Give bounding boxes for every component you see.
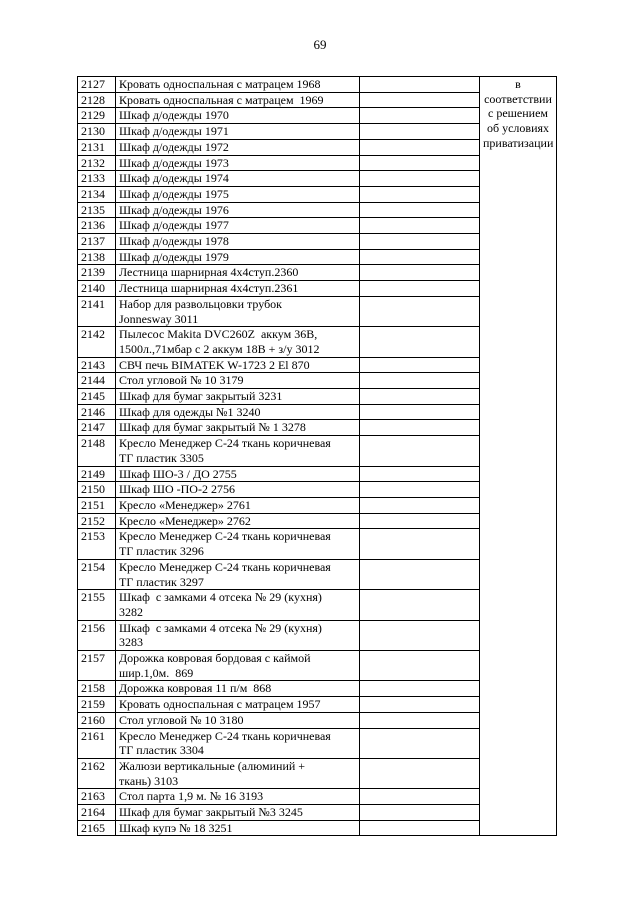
empty-cell bbox=[360, 681, 480, 697]
item-name: Шкаф для одежды №1 3240 bbox=[116, 404, 360, 420]
empty-cell bbox=[360, 389, 480, 405]
item-name: Шкаф д/одежды 1975 bbox=[116, 186, 360, 202]
item-number: 2137 bbox=[78, 234, 116, 250]
item-name: Шкаф для бумаг закрытый 3231 bbox=[116, 389, 360, 405]
empty-cell bbox=[360, 249, 480, 265]
item-number: 2158 bbox=[78, 681, 116, 697]
item-name: Шкаф д/одежды 1979 bbox=[116, 249, 360, 265]
empty-cell bbox=[360, 77, 480, 93]
empty-cell bbox=[360, 482, 480, 498]
item-number: 2138 bbox=[78, 249, 116, 265]
item-number: 2159 bbox=[78, 697, 116, 713]
item-number: 2131 bbox=[78, 139, 116, 155]
item-number: 2134 bbox=[78, 186, 116, 202]
empty-cell bbox=[360, 559, 480, 589]
item-number: 2133 bbox=[78, 171, 116, 187]
item-name: Стол угловой № 10 3179 bbox=[116, 373, 360, 389]
empty-cell bbox=[360, 404, 480, 420]
item-number: 2144 bbox=[78, 373, 116, 389]
empty-cell bbox=[360, 420, 480, 436]
empty-cell bbox=[360, 373, 480, 389]
item-number: 2148 bbox=[78, 436, 116, 466]
item-name: Набор для развольцовки трубок Jonnesway 3011 bbox=[116, 296, 360, 326]
privatization-note: в соответствии с решением об условиях приватизации bbox=[480, 77, 557, 836]
item-name: Дорожка ковровая бордовая с каймой шир.1,0м. 869 bbox=[116, 651, 360, 681]
item-name: Дорожка ковровая 11 п/м 868 bbox=[116, 681, 360, 697]
item-number: 2149 bbox=[78, 466, 116, 482]
empty-cell bbox=[360, 357, 480, 373]
empty-cell bbox=[360, 218, 480, 234]
item-number: 2151 bbox=[78, 497, 116, 513]
empty-cell bbox=[360, 620, 480, 650]
item-name: Шкаф ШО -ПО-2 2756 bbox=[116, 482, 360, 498]
item-name: Кровать односпальная с матрацем 1957 bbox=[116, 697, 360, 713]
item-name: Шкаф с замками 4 отсека № 29 (кухня) 3283 bbox=[116, 620, 360, 650]
item-name: Стол угловой № 10 3180 bbox=[116, 712, 360, 728]
item-number: 2152 bbox=[78, 513, 116, 529]
empty-cell bbox=[360, 186, 480, 202]
empty-cell bbox=[360, 281, 480, 297]
item-name: СВЧ печь BIMATEK W-1723 2 El 870 bbox=[116, 357, 360, 373]
item-number: 2146 bbox=[78, 404, 116, 420]
item-number: 2154 bbox=[78, 559, 116, 589]
item-name: Шкаф д/одежды 1977 bbox=[116, 218, 360, 234]
item-number: 2132 bbox=[78, 155, 116, 171]
table-row bbox=[78, 77, 557, 93]
item-number: 2153 bbox=[78, 529, 116, 559]
empty-cell bbox=[360, 712, 480, 728]
empty-cell bbox=[360, 296, 480, 326]
item-number: 2140 bbox=[78, 281, 116, 297]
item-name: Шкаф для бумаг закрытый №3 3245 bbox=[116, 805, 360, 821]
empty-cell bbox=[360, 139, 480, 155]
item-name: Шкаф д/одежды 1973 bbox=[116, 155, 360, 171]
empty-cell bbox=[360, 124, 480, 140]
item-name: Лестница шарнирная 4х4ступ.2360 bbox=[116, 265, 360, 281]
item-number: 2127 bbox=[78, 77, 116, 93]
item-number: 2129 bbox=[78, 108, 116, 124]
item-name: Кресло Менеджер С-24 ткань коричневая ТГ пластик 3297 bbox=[116, 559, 360, 589]
item-name: Кресло «Менеджер» 2761 bbox=[116, 497, 360, 513]
empty-cell bbox=[360, 651, 480, 681]
item-name: Шкаф д/одежды 1970 bbox=[116, 108, 360, 124]
item-name: Кровать односпальная с матрацем 1968 bbox=[116, 77, 360, 93]
empty-cell bbox=[360, 234, 480, 250]
item-name: Пылесос Makita DVC260Z аккум 36В, 1500л.,71мбар с 2 аккум 18В + з/у 3012 bbox=[116, 327, 360, 357]
empty-cell bbox=[360, 155, 480, 171]
empty-cell bbox=[360, 202, 480, 218]
empty-cell bbox=[360, 436, 480, 466]
item-name: Шкаф д/одежды 1972 bbox=[116, 139, 360, 155]
item-name: Шкаф д/одежды 1978 bbox=[116, 234, 360, 250]
item-number: 2157 bbox=[78, 651, 116, 681]
item-name: Стол парта 1,9 м. № 16 3193 bbox=[116, 789, 360, 805]
item-number: 2160 bbox=[78, 712, 116, 728]
item-name: Кресло Менеджер С-24 ткань коричневая ТГ пластик 3304 bbox=[116, 728, 360, 758]
item-number: 2128 bbox=[78, 92, 116, 108]
empty-cell bbox=[360, 728, 480, 758]
empty-cell bbox=[360, 513, 480, 529]
empty-cell bbox=[360, 820, 480, 836]
item-name: Кресло Менеджер С-24 ткань коричневая ТГ пластик 3296 bbox=[116, 529, 360, 559]
item-name: Кровать односпальная с матрацем 1969 bbox=[116, 92, 360, 108]
item-number: 2156 bbox=[78, 620, 116, 650]
item-number: 2147 bbox=[78, 420, 116, 436]
item-number: 2130 bbox=[78, 124, 116, 140]
item-number: 2161 bbox=[78, 728, 116, 758]
empty-cell bbox=[360, 171, 480, 187]
item-name: Лестница шарнирная 4х4ступ.2361 bbox=[116, 281, 360, 297]
empty-cell bbox=[360, 92, 480, 108]
empty-cell bbox=[360, 529, 480, 559]
item-number: 2164 bbox=[78, 805, 116, 821]
empty-cell bbox=[360, 108, 480, 124]
item-number: 2136 bbox=[78, 218, 116, 234]
item-number: 2139 bbox=[78, 265, 116, 281]
item-number: 2155 bbox=[78, 590, 116, 620]
item-name: Шкаф д/одежды 1971 bbox=[116, 124, 360, 140]
empty-cell bbox=[360, 590, 480, 620]
item-name: Жалюзи вертикальные (алюминий + ткань) 3103 bbox=[116, 758, 360, 788]
item-number: 2142 bbox=[78, 327, 116, 357]
page-number: 69 bbox=[313, 37, 327, 52]
item-name: Кресло «Менеджер» 2762 bbox=[116, 513, 360, 529]
item-number: 2162 bbox=[78, 758, 116, 788]
item-name: Шкаф ШО-3 / ДО 2755 bbox=[116, 466, 360, 482]
empty-cell bbox=[360, 805, 480, 821]
item-number: 2150 bbox=[78, 482, 116, 498]
item-name: Шкаф купэ № 18 3251 bbox=[116, 820, 360, 836]
item-number: 2165 bbox=[78, 820, 116, 836]
item-name: Шкаф с замками 4 отсека № 29 (кухня) 3282 bbox=[116, 590, 360, 620]
item-number: 2135 bbox=[78, 202, 116, 218]
inventory-table bbox=[77, 76, 557, 836]
item-number: 2163 bbox=[78, 789, 116, 805]
item-number: 2145 bbox=[78, 389, 116, 405]
item-name: Шкаф д/одежды 1974 bbox=[116, 171, 360, 187]
empty-cell bbox=[360, 789, 480, 805]
item-number: 2143 bbox=[78, 357, 116, 373]
item-name: Шкаф д/одежды 1976 bbox=[116, 202, 360, 218]
empty-cell bbox=[360, 265, 480, 281]
empty-cell bbox=[360, 758, 480, 788]
empty-cell bbox=[360, 497, 480, 513]
item-name: Шкаф для бумаг закрытый № 1 3278 bbox=[116, 420, 360, 436]
empty-cell bbox=[360, 327, 480, 357]
empty-cell bbox=[360, 697, 480, 713]
empty-cell bbox=[360, 466, 480, 482]
item-number: 2141 bbox=[78, 296, 116, 326]
item-name: Кресло Менеджер С-24 ткань коричневая ТГ пластик 3305 bbox=[116, 436, 360, 466]
